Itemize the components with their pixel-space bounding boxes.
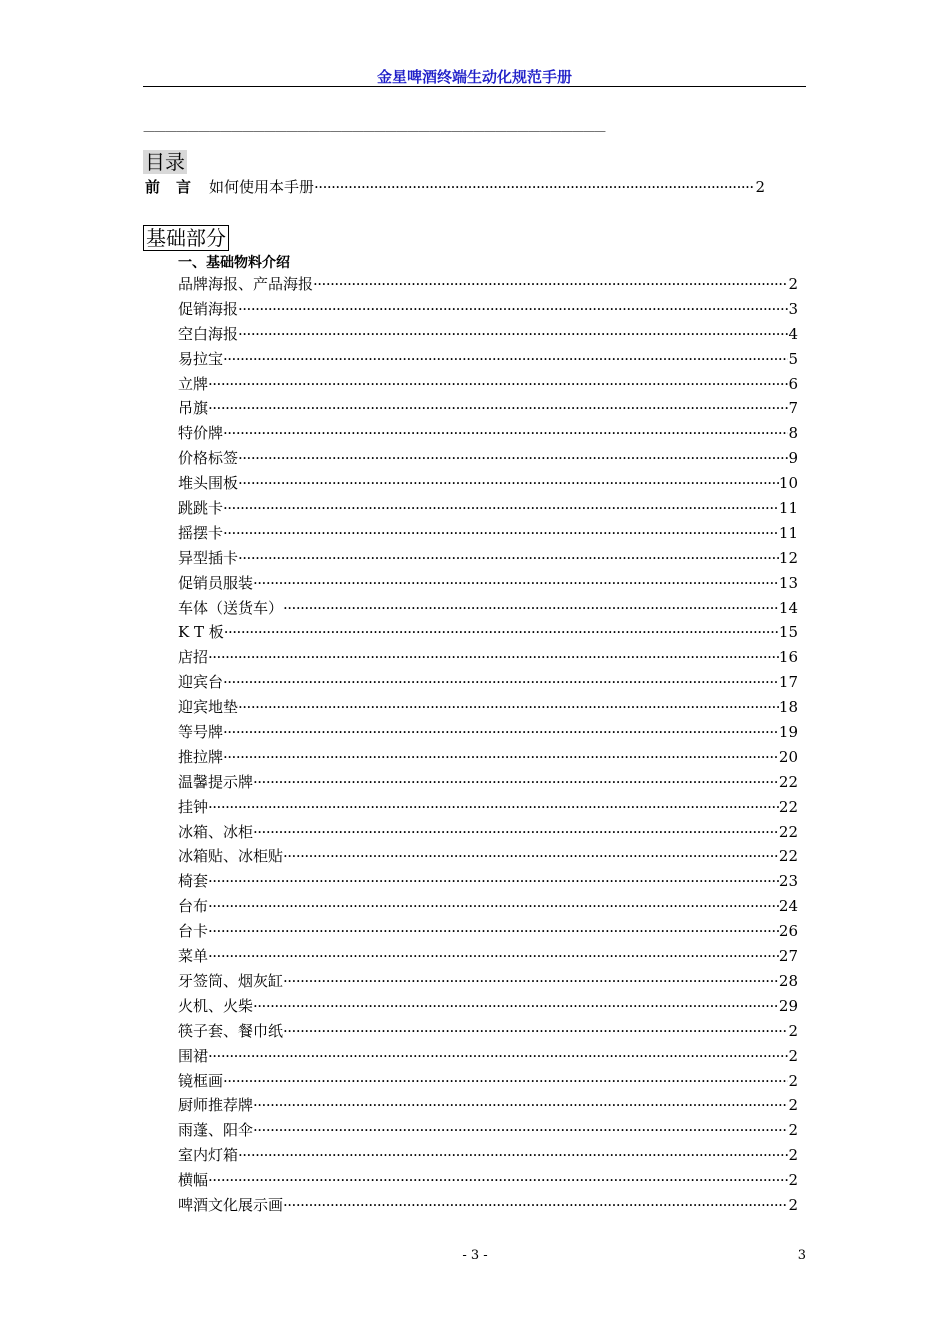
toc-entry-label: 迎宾地垫 <box>178 698 239 717</box>
toc-entry-label: 冰箱贴、冰柜贴 <box>178 847 284 866</box>
toc-entry-label: 易拉宝 <box>178 349 224 368</box>
toc-entry-label: K T 板 <box>178 623 224 642</box>
dot-leader <box>223 524 779 542</box>
dot-leader <box>224 623 779 641</box>
toc-entry-label: 室内灯箱 <box>178 1146 239 1165</box>
toc-preface-entry[interactable] <box>145 176 765 197</box>
toc-entry-label: 温馨提示牌 <box>178 772 254 791</box>
toc-entry[interactable] <box>178 945 798 970</box>
toc-entry[interactable] <box>178 547 798 572</box>
dot-leader <box>283 599 779 617</box>
toc-entry-page: 22 <box>778 772 798 791</box>
toc-entry-label: 横幅 <box>178 1171 209 1190</box>
dot-leader <box>313 275 788 293</box>
toc-entry-page: 4 <box>788 324 798 343</box>
toc-entry[interactable] <box>178 696 798 721</box>
toc-entry[interactable] <box>178 920 798 945</box>
toc-entry-page: 28 <box>778 971 798 990</box>
dot-leader <box>208 1047 788 1065</box>
toc-entry[interactable] <box>178 621 798 646</box>
toc-entry-label: 摇摆卡 <box>178 523 224 542</box>
toc-entry[interactable] <box>178 597 798 622</box>
dot-leader <box>208 648 779 666</box>
toc-entry[interactable] <box>178 298 798 323</box>
toc-entry-page: 6 <box>788 374 798 393</box>
dot-leader <box>208 1171 788 1189</box>
toc-entry-page: 15 <box>778 623 798 642</box>
dot-leader <box>238 549 779 567</box>
dot-leader <box>208 947 779 965</box>
toc-entry[interactable] <box>178 721 798 746</box>
toc-entry-label: 异型插卡 <box>178 548 239 567</box>
toc-entry-page: 11 <box>778 523 798 542</box>
dot-leader <box>283 1022 788 1040</box>
toc-entry-label: 筷子套、餐巾纸 <box>178 1021 284 1040</box>
toc-entry-page: 22 <box>778 822 798 841</box>
toc-entry-label: 特价牌 <box>178 424 224 443</box>
dot-leader <box>223 723 779 741</box>
toc-entry-page: 5 <box>788 349 798 368</box>
toc-entry[interactable] <box>178 447 798 472</box>
toc-entry[interactable] <box>178 397 798 422</box>
toc-entry[interactable] <box>178 373 798 398</box>
dot-leader <box>223 1072 788 1090</box>
toc-entry-label: 吊旗 <box>178 399 209 418</box>
header-divider <box>143 86 806 87</box>
toc-entry-label: 椅套 <box>178 872 209 891</box>
toc-entry[interactable] <box>178 821 798 846</box>
dot-leader <box>238 474 779 492</box>
toc-entry-page: 2 <box>788 1071 798 1090</box>
dot-leader <box>253 773 779 791</box>
toc-entry-label: 店招 <box>178 648 209 667</box>
toc-entry[interactable] <box>178 895 798 920</box>
toc-entry[interactable] <box>178 472 798 497</box>
toc-entry-page: 2 <box>788 1121 798 1140</box>
dot-leader <box>223 424 788 442</box>
toc-entry-label: 围裙 <box>178 1046 209 1065</box>
toc-entry-page: 2 <box>788 1146 798 1165</box>
toc-entry-page: 13 <box>778 573 798 592</box>
dot-leader <box>208 872 779 890</box>
toc-entry-label: 立牌 <box>178 374 209 393</box>
toc-entry-page: 29 <box>778 996 798 1015</box>
toc-entry-label: 价格标签 <box>178 449 239 468</box>
toc-entry-label: 推拉牌 <box>178 747 224 766</box>
toc-entry-page: 11 <box>778 499 798 518</box>
dot-leader <box>283 972 779 990</box>
toc-entry[interactable] <box>178 1020 798 1045</box>
dot-leader <box>253 823 779 841</box>
dot-leader <box>283 847 779 865</box>
dot-leader <box>238 698 779 716</box>
section-title: 基础部分 <box>143 225 229 251</box>
toc-entry-label: 雨蓬、阳伞 <box>178 1121 254 1140</box>
preface-page: 2 <box>755 178 765 196</box>
dashed-separator: —————————————————————————————————————————— <box>143 124 605 138</box>
dot-leader <box>253 1096 788 1114</box>
toc-entry[interactable] <box>178 422 798 447</box>
dot-leader <box>223 350 788 368</box>
document-header-title: 金星啤酒终端生动化规范手册 <box>376 68 572 86</box>
toc-entry-label: 挂钟 <box>178 797 209 816</box>
toc-entry[interactable] <box>178 646 798 671</box>
toc-entry-page: 26 <box>778 922 798 941</box>
toc-entry-label: 菜单 <box>178 947 209 966</box>
toc-entry-page: 2 <box>788 1171 798 1190</box>
toc-entry-label: 迎宾台 <box>178 673 224 692</box>
toc-entry-label: 台卡 <box>178 922 209 941</box>
dot-leader <box>208 897 779 915</box>
toc-entry-page: 10 <box>778 474 798 493</box>
toc-entry-page: 23 <box>778 872 798 891</box>
toc-entry[interactable] <box>178 1070 798 1095</box>
toc-entry-page: 12 <box>778 548 798 567</box>
toc-list <box>178 273 798 1219</box>
dot-leader <box>208 375 788 393</box>
toc-entry-label: 促销海报 <box>178 299 239 318</box>
toc-entry-page: 27 <box>778 947 798 966</box>
preface-label: 前言 <box>145 178 208 196</box>
toc-entry-label: 啤酒文化展示画 <box>178 1195 284 1214</box>
toc-entry-page: 2 <box>788 1096 798 1115</box>
toc-entry-page: 22 <box>778 847 798 866</box>
toc-entry-label: 厨师推荐牌 <box>178 1096 254 1115</box>
toc-entry[interactable] <box>178 348 798 373</box>
dot-leader <box>208 798 779 816</box>
toc-entry[interactable] <box>178 273 798 298</box>
toc-entry-page: 9 <box>788 449 798 468</box>
toc-entry-label: 空白海报 <box>178 324 239 343</box>
toc-entry[interactable] <box>178 522 798 547</box>
toc-entry-page: 22 <box>778 797 798 816</box>
toc-entry[interactable] <box>178 572 798 597</box>
toc-entry-page: 18 <box>778 698 798 717</box>
footer-page-number-right: 3 <box>797 1248 806 1263</box>
toc-entry[interactable] <box>178 1169 798 1194</box>
dot-leader <box>238 300 788 318</box>
toc-entry[interactable] <box>178 995 798 1020</box>
dot-leader <box>253 574 779 592</box>
dot-leader <box>253 1121 788 1139</box>
toc-entry-label: 牙签筒、烟灰缸 <box>178 971 284 990</box>
toc-entry-page: 14 <box>778 598 798 617</box>
dot-leader <box>283 1196 788 1214</box>
toc-entry[interactable] <box>178 1119 798 1144</box>
toc-entry-label: 等号牌 <box>178 723 224 742</box>
toc-entry-page: 2 <box>788 275 798 293</box>
toc-entry[interactable] <box>178 870 798 895</box>
toc-entry-page: 24 <box>778 897 798 916</box>
dot-leader <box>208 399 788 417</box>
dot-leader <box>223 673 779 691</box>
preface-text: 如何使用本手册 <box>209 178 315 196</box>
toc-entry[interactable] <box>178 746 798 771</box>
toc-entry-label: 堆头围板 <box>178 474 239 493</box>
toc-entry[interactable] <box>178 771 798 796</box>
toc-entry[interactable] <box>178 970 798 995</box>
toc-entry-label: 促销员服装 <box>178 573 254 592</box>
toc-entry-label: 冰箱、冰柜 <box>178 822 254 841</box>
toc-entry-label: 跳跳卡 <box>178 499 224 518</box>
toc-entry[interactable] <box>178 323 798 348</box>
toc-entry[interactable] <box>178 1094 798 1119</box>
dot-leader <box>238 449 788 467</box>
toc-entry[interactable] <box>178 1194 798 1219</box>
toc-entry[interactable] <box>178 796 798 821</box>
toc-entry[interactable] <box>178 671 798 696</box>
toc-entry-page: 17 <box>778 673 798 692</box>
toc-entry-page: 8 <box>788 424 798 443</box>
dot-leader <box>238 325 788 343</box>
toc-entry[interactable] <box>178 497 798 522</box>
toc-entry-label: 车体（送货车） <box>178 598 284 617</box>
toc-entry[interactable] <box>178 845 798 870</box>
toc-entry-page: 7 <box>788 399 798 418</box>
toc-entry[interactable] <box>178 1144 798 1169</box>
toc-entry-label: 品牌海报、产品海报 <box>178 275 314 293</box>
dot-leader <box>223 499 779 517</box>
toc-entry-page: 19 <box>778 723 798 742</box>
dot-leader <box>223 748 779 766</box>
toc-entry-page: 2 <box>788 1195 798 1214</box>
toc-entry[interactable] <box>178 1045 798 1070</box>
dot-leader <box>208 922 779 940</box>
toc-entry-page: 20 <box>778 747 798 766</box>
toc-entry-page: 2 <box>788 1046 798 1065</box>
dot-leader <box>314 178 755 196</box>
toc-entry-label: 火机、火柴 <box>178 996 254 1015</box>
dot-leader <box>238 1146 788 1164</box>
toc-entry-page: 3 <box>788 299 798 318</box>
toc-entry-page: 16 <box>778 648 798 667</box>
dot-leader <box>253 997 779 1015</box>
toc-entry-page: 2 <box>788 1021 798 1040</box>
footer-page-number: - 3 - <box>462 1248 488 1263</box>
toc-entry-label: 台布 <box>178 897 209 916</box>
subsection-title: 一、基础物料介绍 <box>178 255 290 271</box>
toc-title: 目录 <box>145 150 185 174</box>
toc-entry-label: 镜框画 <box>178 1071 224 1090</box>
